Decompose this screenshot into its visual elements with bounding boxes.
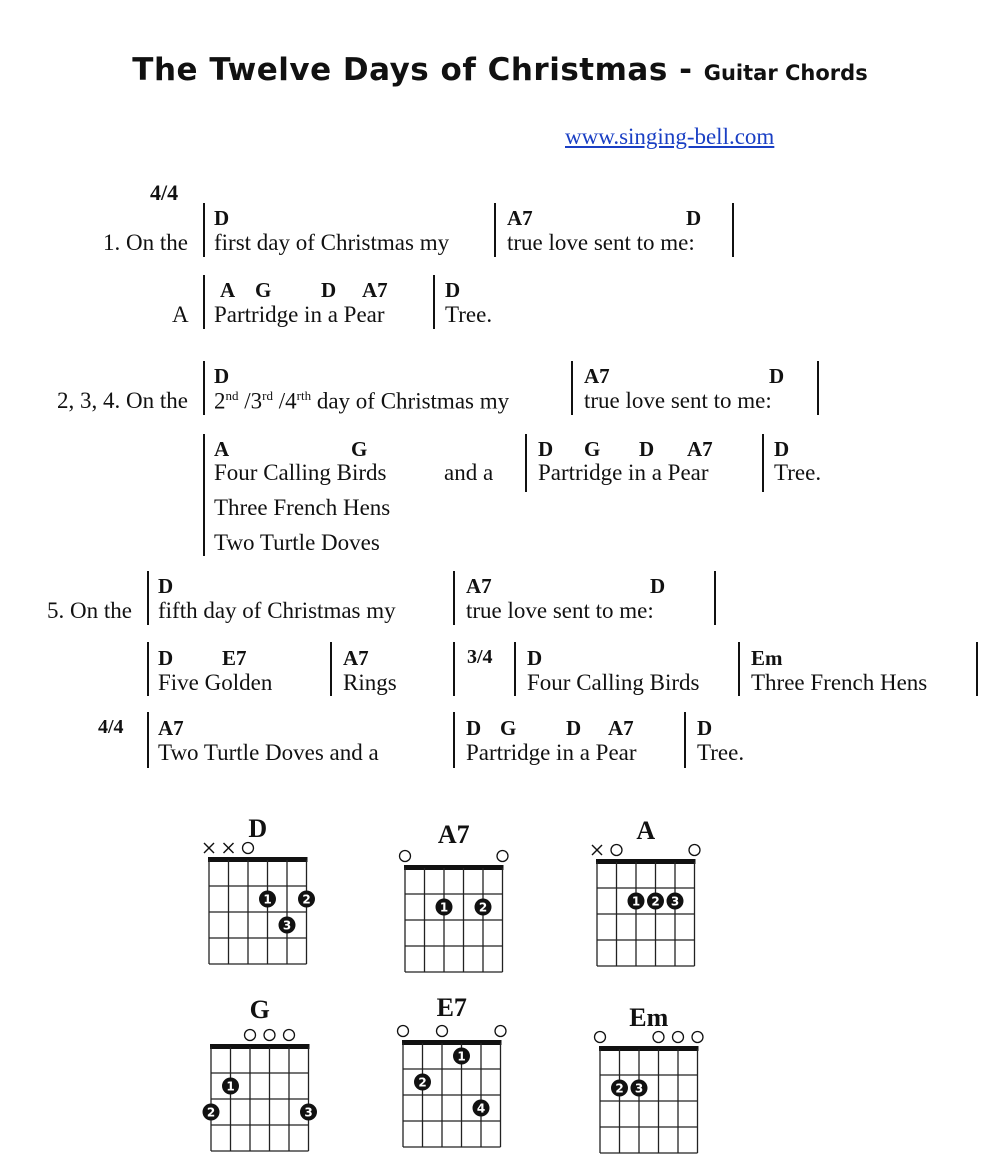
- bar-line: [732, 203, 734, 257]
- finger-number: 2: [651, 894, 660, 909]
- open-string-marker: [689, 845, 700, 856]
- chord: G: [500, 716, 517, 740]
- chord: A7: [687, 437, 713, 461]
- bar-line: [453, 642, 455, 696]
- bar-line: [762, 434, 764, 492]
- chord: A7: [584, 364, 610, 388]
- title-subtitle: Guitar Chords: [703, 61, 868, 85]
- bar-line: [147, 642, 149, 696]
- chord: G: [351, 437, 368, 461]
- bar-line: [684, 712, 686, 768]
- lyric: first day of Christmas my: [214, 230, 450, 255]
- chord-diagram-name: A: [636, 816, 656, 845]
- finger-number: 1: [631, 894, 641, 909]
- bar-line: [203, 361, 205, 415]
- finger-number: 2: [615, 1081, 624, 1096]
- open-string-marker: [673, 1032, 684, 1043]
- verse-label: 5. On the: [47, 598, 132, 623]
- lyric: true love sent to me:: [466, 598, 654, 623]
- chord-diagram-e7: [383, 1021, 521, 1165]
- time-signature: 3/4: [467, 646, 493, 668]
- open-string-marker: [497, 851, 508, 862]
- lyric: Four Calling Birds: [527, 670, 700, 695]
- chord: D: [650, 574, 666, 598]
- lyric: Rings: [343, 670, 397, 695]
- bar-line: [571, 361, 573, 415]
- lyric: true love sent to me:: [507, 230, 695, 255]
- chord: A: [214, 437, 230, 461]
- page-title: [0, 52, 1000, 88]
- lyric: Five Golden: [158, 670, 273, 695]
- finger-number: 3: [282, 918, 292, 933]
- bar-line: [514, 642, 516, 696]
- chord: D: [527, 646, 543, 670]
- lyric: and a: [444, 460, 494, 485]
- title-separator: -: [667, 52, 704, 88]
- chord: A7: [343, 646, 369, 670]
- chord-diagram-g: [191, 1025, 329, 1169]
- open-string-marker: [243, 843, 254, 854]
- chord: D: [769, 364, 785, 388]
- chord-diagram-name: Em: [629, 1003, 669, 1032]
- finger-number: 4: [476, 1101, 486, 1116]
- bar-line: [203, 203, 205, 257]
- song-title: The Twelve Days of Christmas: [132, 52, 668, 88]
- verse-label: 2, 3, 4. On the: [57, 388, 188, 413]
- bar-line: [433, 275, 435, 329]
- chord: D: [158, 646, 174, 670]
- finger-number: 2: [478, 900, 488, 915]
- bar-line: [453, 712, 455, 768]
- chord: D: [214, 364, 230, 388]
- finger-number: 3: [634, 1081, 644, 1096]
- chord-diagram-name: A7: [437, 820, 470, 849]
- lyric: 2nd /3rd $/4^{rth}$ day of Christmas my: [214, 388, 510, 414]
- chord: D: [697, 716, 713, 740]
- open-string-marker: [437, 1026, 448, 1037]
- chord-diagram-em: [580, 1027, 718, 1171]
- bar-line: [817, 361, 819, 415]
- chord: D: [566, 716, 582, 740]
- chord-diagram-a7: [385, 846, 523, 990]
- chord: A7: [158, 716, 184, 740]
- chord: D: [538, 437, 554, 461]
- chord: D: [639, 437, 655, 461]
- time-signature: 4/4: [98, 716, 124, 738]
- chord: A7: [466, 574, 492, 598]
- finger-number: 1: [263, 892, 272, 907]
- chord: A7: [608, 716, 634, 740]
- bar-line: [203, 434, 205, 556]
- chord: A7: [507, 206, 533, 230]
- bar-line: [714, 571, 716, 625]
- chord-diagram-name: G: [249, 995, 270, 1024]
- chord: D: [774, 437, 790, 461]
- finger-number: 2: [206, 1105, 216, 1120]
- nut: [210, 1044, 310, 1049]
- lyric-gift: Two Turtle Doves: [214, 530, 380, 555]
- chord-diagram-name: E7: [436, 993, 467, 1022]
- nut: [596, 859, 696, 864]
- chord-diagram-d: [189, 838, 327, 982]
- finger-number: 3: [670, 894, 680, 909]
- website-link[interactable]: www.singing-bell.com: [565, 124, 775, 149]
- bar-line: [147, 712, 149, 768]
- lyric: Partridge in a Pear: [538, 460, 709, 485]
- chord: G: [584, 437, 601, 461]
- chord: A7: [362, 278, 388, 302]
- bar-line: [525, 434, 527, 492]
- bar-line: [976, 642, 978, 696]
- nut: [404, 865, 504, 870]
- chord: D: [321, 278, 337, 302]
- lyric-gift: Four Calling Birds: [214, 460, 387, 485]
- open-string-marker: [264, 1030, 275, 1041]
- open-string-marker: [595, 1032, 606, 1043]
- lyric: Partridge in a Pear: [214, 302, 385, 327]
- bar-line: [494, 203, 496, 257]
- lyric: fifth day of Christmas my: [158, 598, 396, 623]
- chord-diagram-a: [577, 840, 715, 984]
- lyric: Tree.: [697, 740, 745, 765]
- bar-line: [453, 571, 455, 625]
- chord: E7: [222, 646, 247, 670]
- lyric: Partridge in a Pear: [466, 740, 637, 765]
- nut: [402, 1040, 502, 1045]
- chord: D: [214, 206, 230, 230]
- finger-number: 3: [304, 1105, 313, 1120]
- finger-number: 2: [418, 1075, 427, 1090]
- finger-number: 1: [439, 900, 449, 915]
- chord: G: [255, 278, 272, 302]
- lyric: Tree.: [774, 460, 822, 485]
- chord: A: [220, 278, 236, 302]
- finger-number: 2: [302, 892, 311, 907]
- lyric-pickup: A: [172, 302, 189, 327]
- lyric: Three French Hens: [751, 670, 928, 695]
- bar-line: [203, 275, 205, 329]
- chord: D: [686, 206, 702, 230]
- lyric: Two Turtle Doves and a: [158, 740, 379, 765]
- lyric: Tree.: [445, 302, 493, 327]
- open-string-marker: [495, 1026, 506, 1037]
- open-string-marker: [398, 1026, 409, 1037]
- open-string-marker: [611, 845, 622, 856]
- chord: Em: [751, 646, 783, 670]
- chord-diagram-name: D: [248, 814, 268, 843]
- time-signature: 4/4: [150, 180, 179, 205]
- nut: [208, 857, 308, 862]
- verse-label: 1. On the: [103, 230, 188, 255]
- open-string-marker: [653, 1032, 664, 1043]
- open-string-marker: [284, 1030, 295, 1041]
- chord: D: [158, 574, 174, 598]
- open-string-marker: [692, 1032, 703, 1043]
- lyric-gift: Three French Hens: [214, 495, 391, 520]
- open-string-marker: [400, 851, 411, 862]
- bar-line: [738, 642, 740, 696]
- finger-number: 1: [226, 1079, 235, 1094]
- lyric: true love sent to me:: [584, 388, 772, 413]
- finger-number: 1: [457, 1049, 466, 1064]
- chord: D: [466, 716, 482, 740]
- bar-line: [330, 642, 332, 696]
- nut: [599, 1046, 699, 1051]
- open-string-marker: [245, 1030, 256, 1041]
- chord: D: [445, 278, 461, 302]
- bar-line: [147, 571, 149, 625]
